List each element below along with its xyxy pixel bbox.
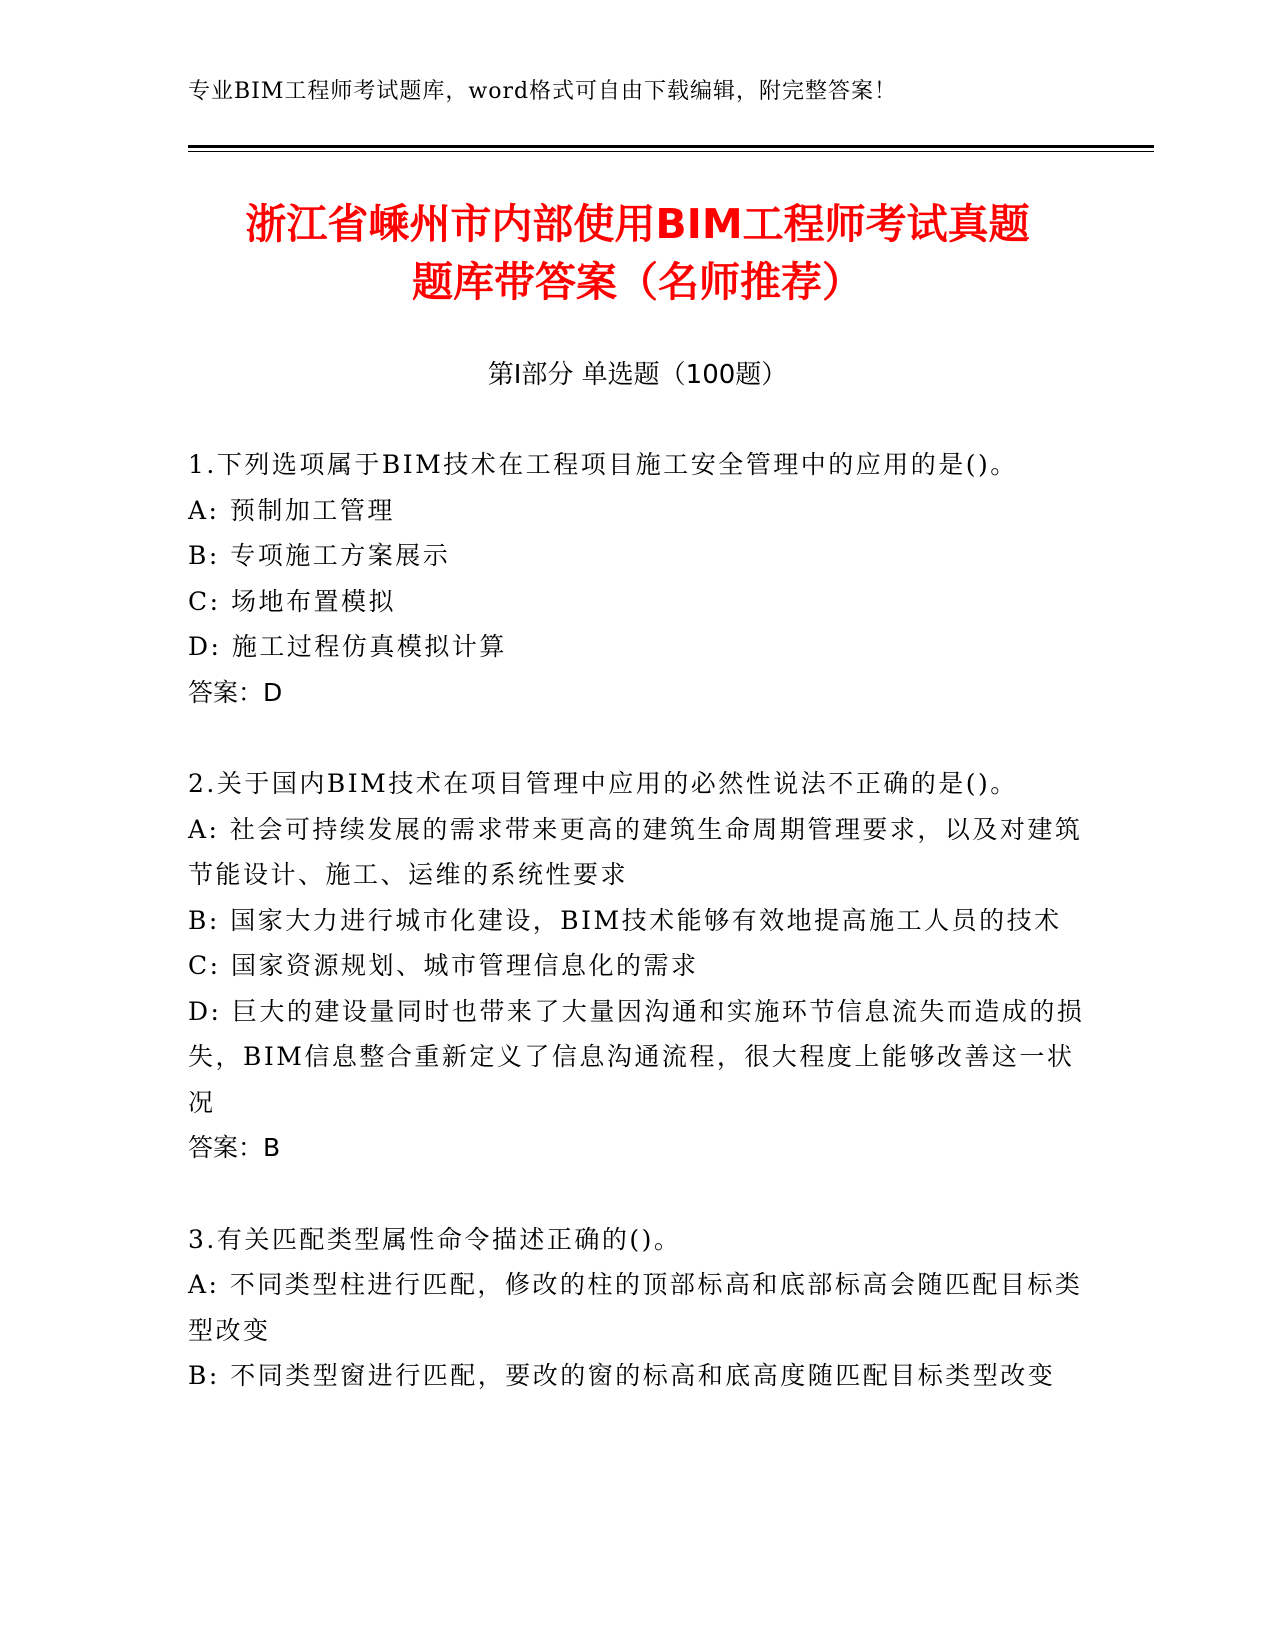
answer-line: 答案：B [188,1133,281,1162]
document-title-line-2: 题库带答案（名师推荐） [412,258,863,306]
question-stem: 3.有关匹配类型属性命令描述正确的()。 [188,1224,682,1254]
question-2 [188,761,1088,1171]
answer-line: 答案：D [188,677,283,707]
header-divider-thin [188,151,1154,152]
question-3 [188,1217,1088,1399]
option-b: B: 专项施工方案展示 [188,541,451,570]
question-stem: 2.关于国内BIM技术在项目管理中应用的必然性说法不正确的是()。 [188,769,1018,798]
header-divider-thick [188,145,1154,148]
option-c: C: 国家资源规划、城市管理信息化的需求 [188,951,699,980]
option-b: B: 不同类型窗进行匹配，要改的窗的标高和底高度随匹配目标类型改变 [188,1361,1056,1390]
question-stem: 1.下列选项属于BIM技术在工程项目施工安全管理中的应用的是()。 [188,450,1018,479]
question-1 [188,442,1088,715]
header-note: 专业BIM工程师考试题库，word格式可自由下载编辑，附完整答案！ [188,79,898,104]
document-title [150,195,1125,311]
question-list [188,442,1088,1445]
option-a: A: 预制加工管理 [188,495,395,525]
option-d: D: 施工过程仿真模拟计算 [188,632,507,661]
option-b: B: 国家大力进行城市化建设，BIM技术能够有效地提高施工人员的技术 [188,905,1062,935]
section-heading: 第Ⅰ部分 单选题（100题） [487,360,788,390]
option-a: A: 不同类型柱进行匹配，修改的柱的顶部标高和底部标高会随匹配目标类型改变 [188,1270,1083,1345]
option-d: D: 巨大的建设量同时也带来了大量因沟通和实施环节信息流失而造成的损失，BIM信息整合重新定义了信息沟通流程，很大程度上能够改善这一状况 [188,996,1085,1117]
option-c: C: 场地布置模拟 [188,586,396,616]
option-a: A: 社会可持续发展的需求带来更高的建筑生命周期管理要求，以及对建筑节能设计、施工、运维的系统性要求 [188,814,1083,889]
document-title-line-1: 浙江省嵊州市内部使用BIM工程师考试真题 [245,200,1030,248]
